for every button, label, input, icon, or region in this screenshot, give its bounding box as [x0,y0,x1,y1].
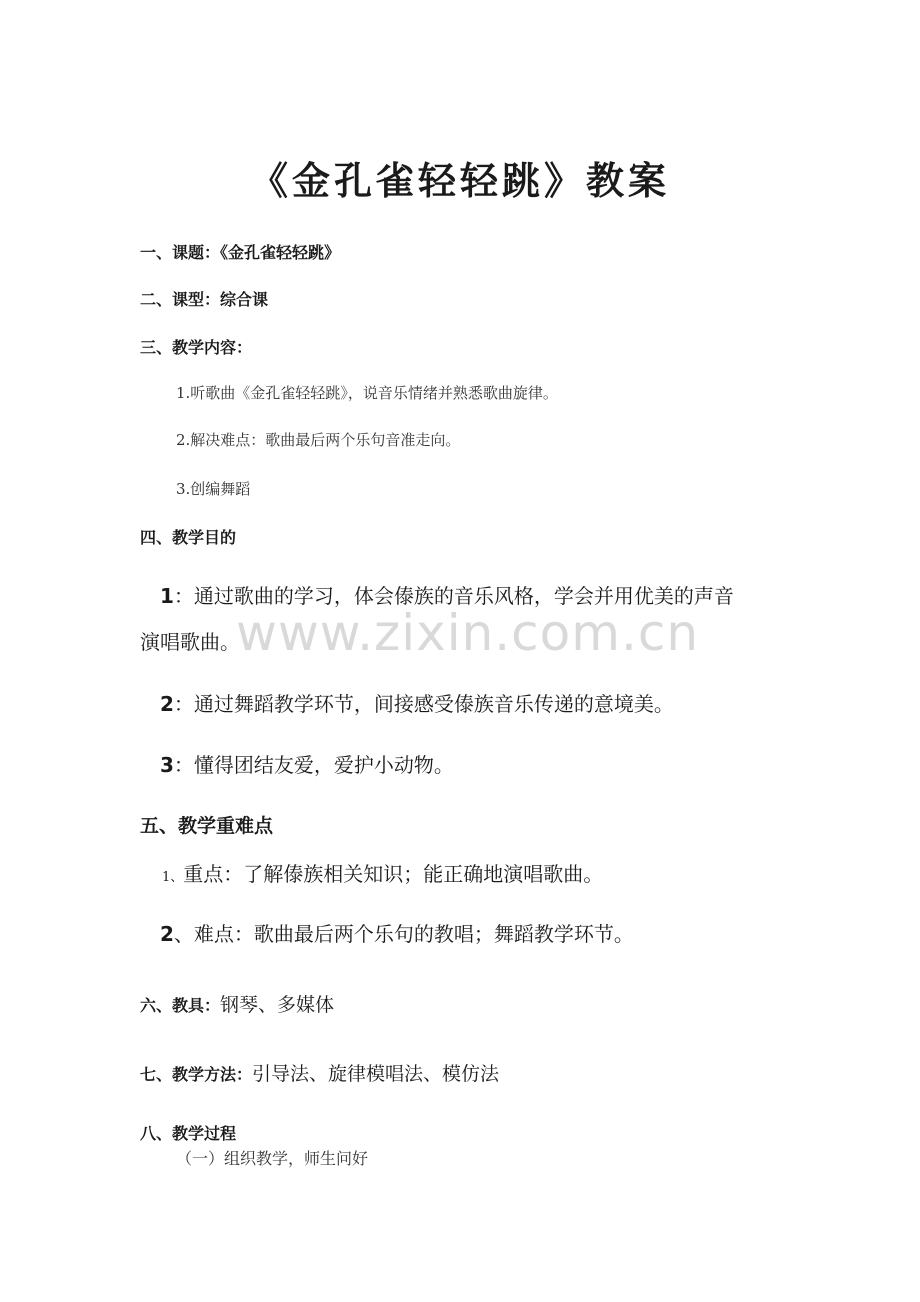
objective-text: ：懂得团结友爱，爱护小动物。 [173,753,454,777]
section-topic [140,240,340,263]
objective-item [160,749,454,778]
objective-number: 2 [160,692,174,716]
content-item: 2.解决难点：歌曲最后两个乐句音准走向。 [176,431,461,449]
section-topic-label: 一、课题： [140,243,221,262]
section-tools-label: 六、教具： [140,996,221,1015]
objective-number: 3 [160,753,174,777]
section-objectives-heading: 四、教学目的 [140,528,237,547]
objective-item [160,580,734,609]
objective-text: ：通过歌曲的学习，体会傣族的音乐风格，学会并用优美的声音 [173,584,734,608]
section-type [140,287,268,310]
objective-item [160,688,674,717]
keypoint-number: 1、 [162,870,184,885]
process-item: （一）组织教学，师生问好 [176,1149,369,1168]
section-type-label: 二、课型： [140,290,221,309]
section-topic-value: 《金孔雀轻轻跳》 [220,243,341,262]
section-type-value: 综合课 [220,290,269,309]
objective-continuation: 演唱歌曲。 [140,630,240,654]
objective-text: ：通过舞蹈教学环节，间接感受傣族音乐传递的意境美。 [173,692,674,716]
section-methods [140,1059,499,1086]
keypoint-number: 2 [160,922,174,946]
page-title: 《金孔雀轻轻跳》教案 [249,158,670,203]
keypoint-item [162,858,603,887]
section-methods-label: 七、教学方法： [140,1065,253,1084]
keypoint-text: 、难点：歌曲最后两个乐句的教唱；舞蹈教学环节。 [173,922,634,946]
section-content-heading: 三、教学内容： [140,338,253,357]
keypoint-text: 重点：了解傣族相关知识；能正确地演唱歌曲。 [183,862,604,886]
keypoint-item [160,918,634,947]
objective-number: 1 [160,584,174,608]
content-item: 1.听歌曲《金孔雀轻轻跳》，说音乐情绪并熟悉歌曲旋律。 [176,384,558,402]
section-tools [140,990,334,1017]
section-methods-value: 引导法、旋律模唱法、模仿法 [252,1063,500,1085]
watermark-text: www.zixin.com.cn [236,604,700,662]
section-keypoints-heading: 五、教学重难点 [140,815,274,837]
section-tools-value: 钢琴、多媒体 [220,994,335,1016]
content-item: 3.创编舞蹈 [176,480,251,498]
section-process-heading: 八、教学过程 [140,1124,237,1143]
